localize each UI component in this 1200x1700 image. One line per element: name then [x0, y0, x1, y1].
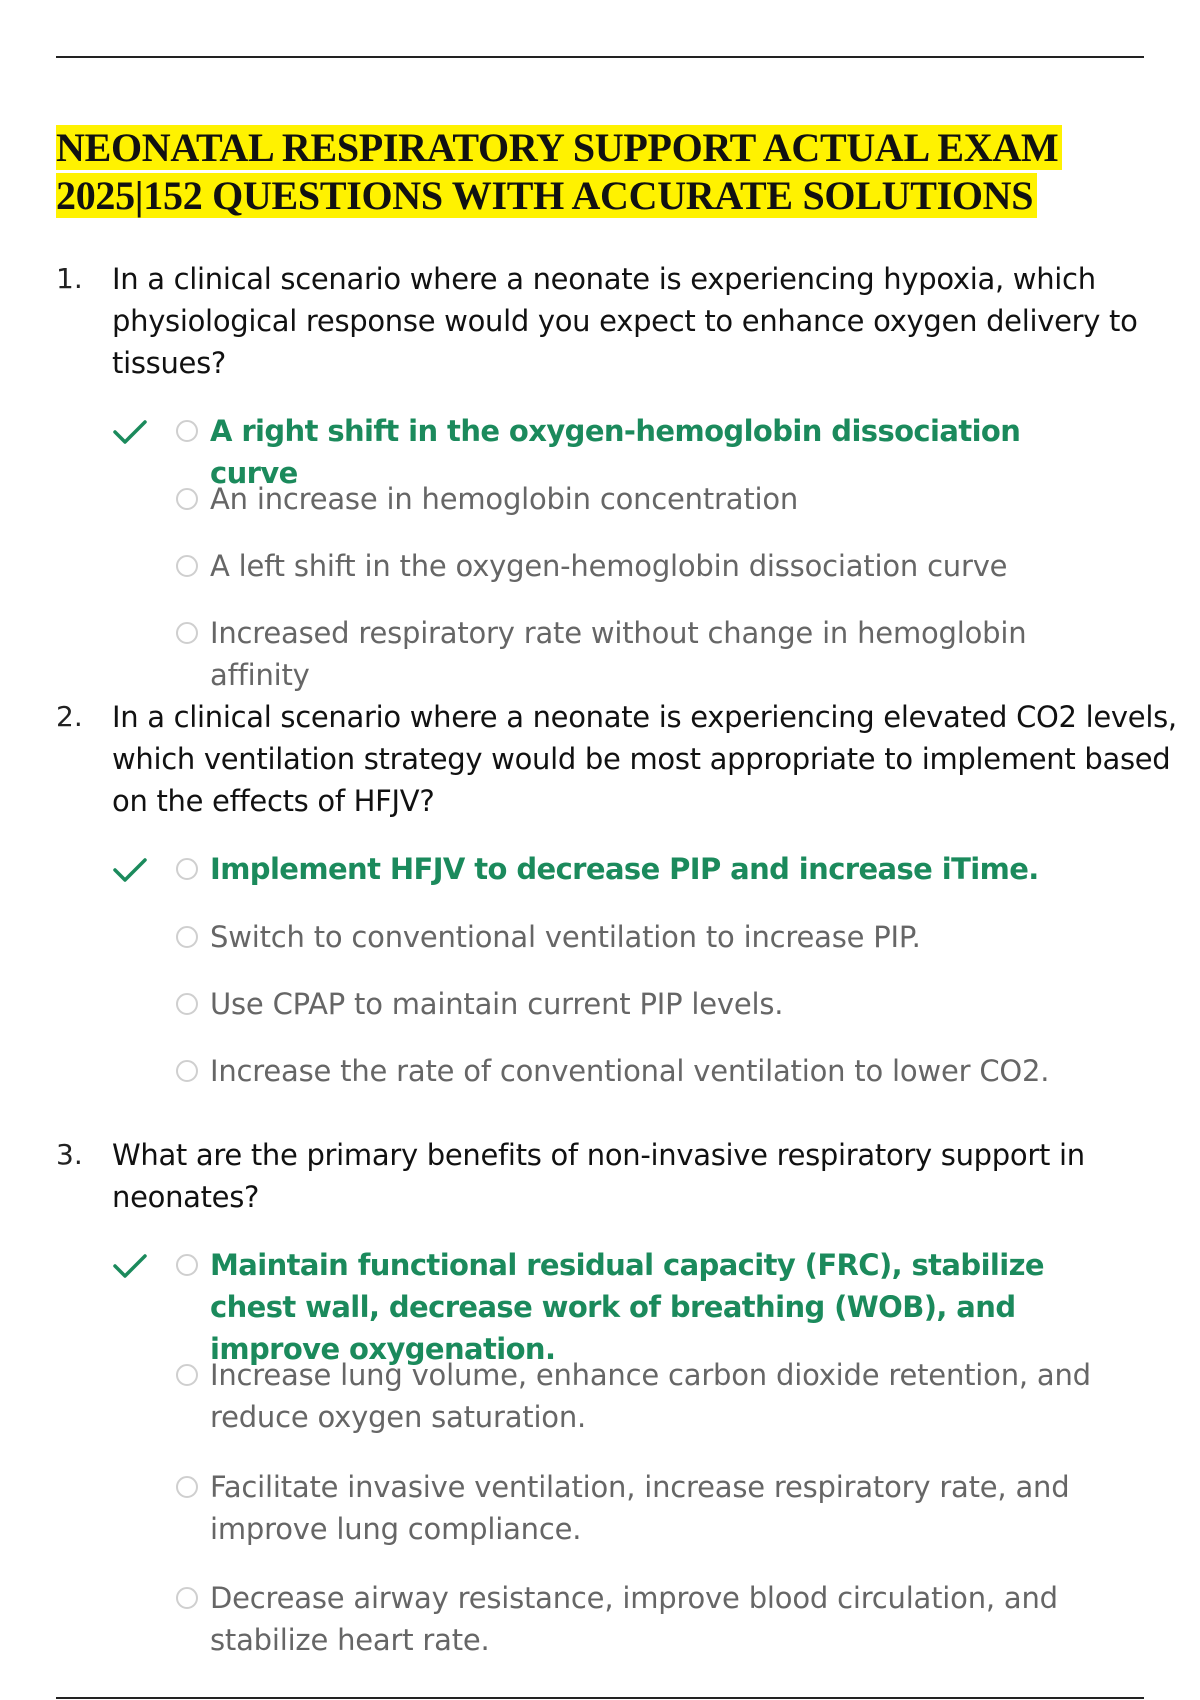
radio-icon[interactable]	[176, 1060, 198, 1082]
question-number: 1.	[56, 262, 83, 295]
option-text: Switch to conventional ventilation to increase PIP.	[210, 920, 921, 954]
option-text: An increase in hemoglobin concentration	[210, 482, 799, 516]
option-text: Decrease airway resistance, improve blood circulation, and stabilize heart rate.	[210, 1581, 1058, 1657]
radio-icon[interactable]	[176, 1254, 198, 1276]
radio-icon[interactable]	[176, 1476, 198, 1498]
check-icon	[112, 1248, 148, 1284]
title-line-2: 2025|152 QUESTIONS WITH ACCURATE SOLUTIONS	[56, 173, 1037, 218]
option-text: Increased respiratory rate without change in hemoglobin affinity	[210, 616, 1027, 692]
option-text: Use CPAP to maintain current PIP levels.	[210, 987, 784, 1021]
radio-icon[interactable]	[176, 622, 198, 644]
radio-icon[interactable]	[176, 858, 198, 880]
check-icon	[112, 852, 148, 888]
question-text: What are the primary benefits of non-invasive respiratory support in neonates?	[112, 1138, 1085, 1214]
option-text: Increase lung volume, enhance carbon dioxide retention, and reduce oxygen saturation.	[210, 1358, 1091, 1434]
option-text: A right shift in the oxygen-hemoglobin dissociation curve	[210, 414, 1021, 490]
question-number: 3.	[56, 1138, 83, 1171]
radio-icon[interactable]	[176, 420, 198, 442]
title-line-1: NEONATAL RESPIRATORY SUPPORT ACTUAL EXAM	[56, 125, 1062, 170]
bottom-divider	[56, 1697, 1144, 1699]
question-text: In a clinical scenario where a neonate is experiencing hypoxia, which physiological response would you expect to enhance oxygen delivery to tissues?	[112, 262, 1138, 380]
page-title	[56, 124, 1062, 220]
radio-icon[interactable]	[176, 993, 198, 1015]
option-text: Facilitate invasive ventilation, increase respiratory rate, and improve lung compliance.	[210, 1470, 1070, 1546]
radio-icon[interactable]	[176, 1364, 198, 1386]
radio-icon[interactable]	[176, 1587, 198, 1609]
check-icon	[112, 414, 148, 450]
question-number: 2.	[56, 700, 83, 733]
option-text: Implement HFJV to decrease PIP and increase iTime.	[210, 852, 1039, 886]
option-text: Maintain functional residual capacity (FRC), stabilize chest wall, decrease work of breathing (WOB), and improve oxygenation.	[210, 1248, 1044, 1366]
radio-icon[interactable]	[176, 555, 198, 577]
option-text: A left shift in the oxygen-hemoglobin dissociation curve	[210, 549, 1008, 583]
option-text: Increase the rate of conventional ventilation to lower CO2.	[210, 1054, 1050, 1088]
radio-icon[interactable]	[176, 488, 198, 510]
top-divider	[56, 56, 1144, 58]
radio-icon[interactable]	[176, 926, 198, 948]
question-text: In a clinical scenario where a neonate is experiencing elevated CO2 levels, which ventilation strategy would be most appropriate to implement based on the effects of HFJV?	[112, 700, 1177, 818]
